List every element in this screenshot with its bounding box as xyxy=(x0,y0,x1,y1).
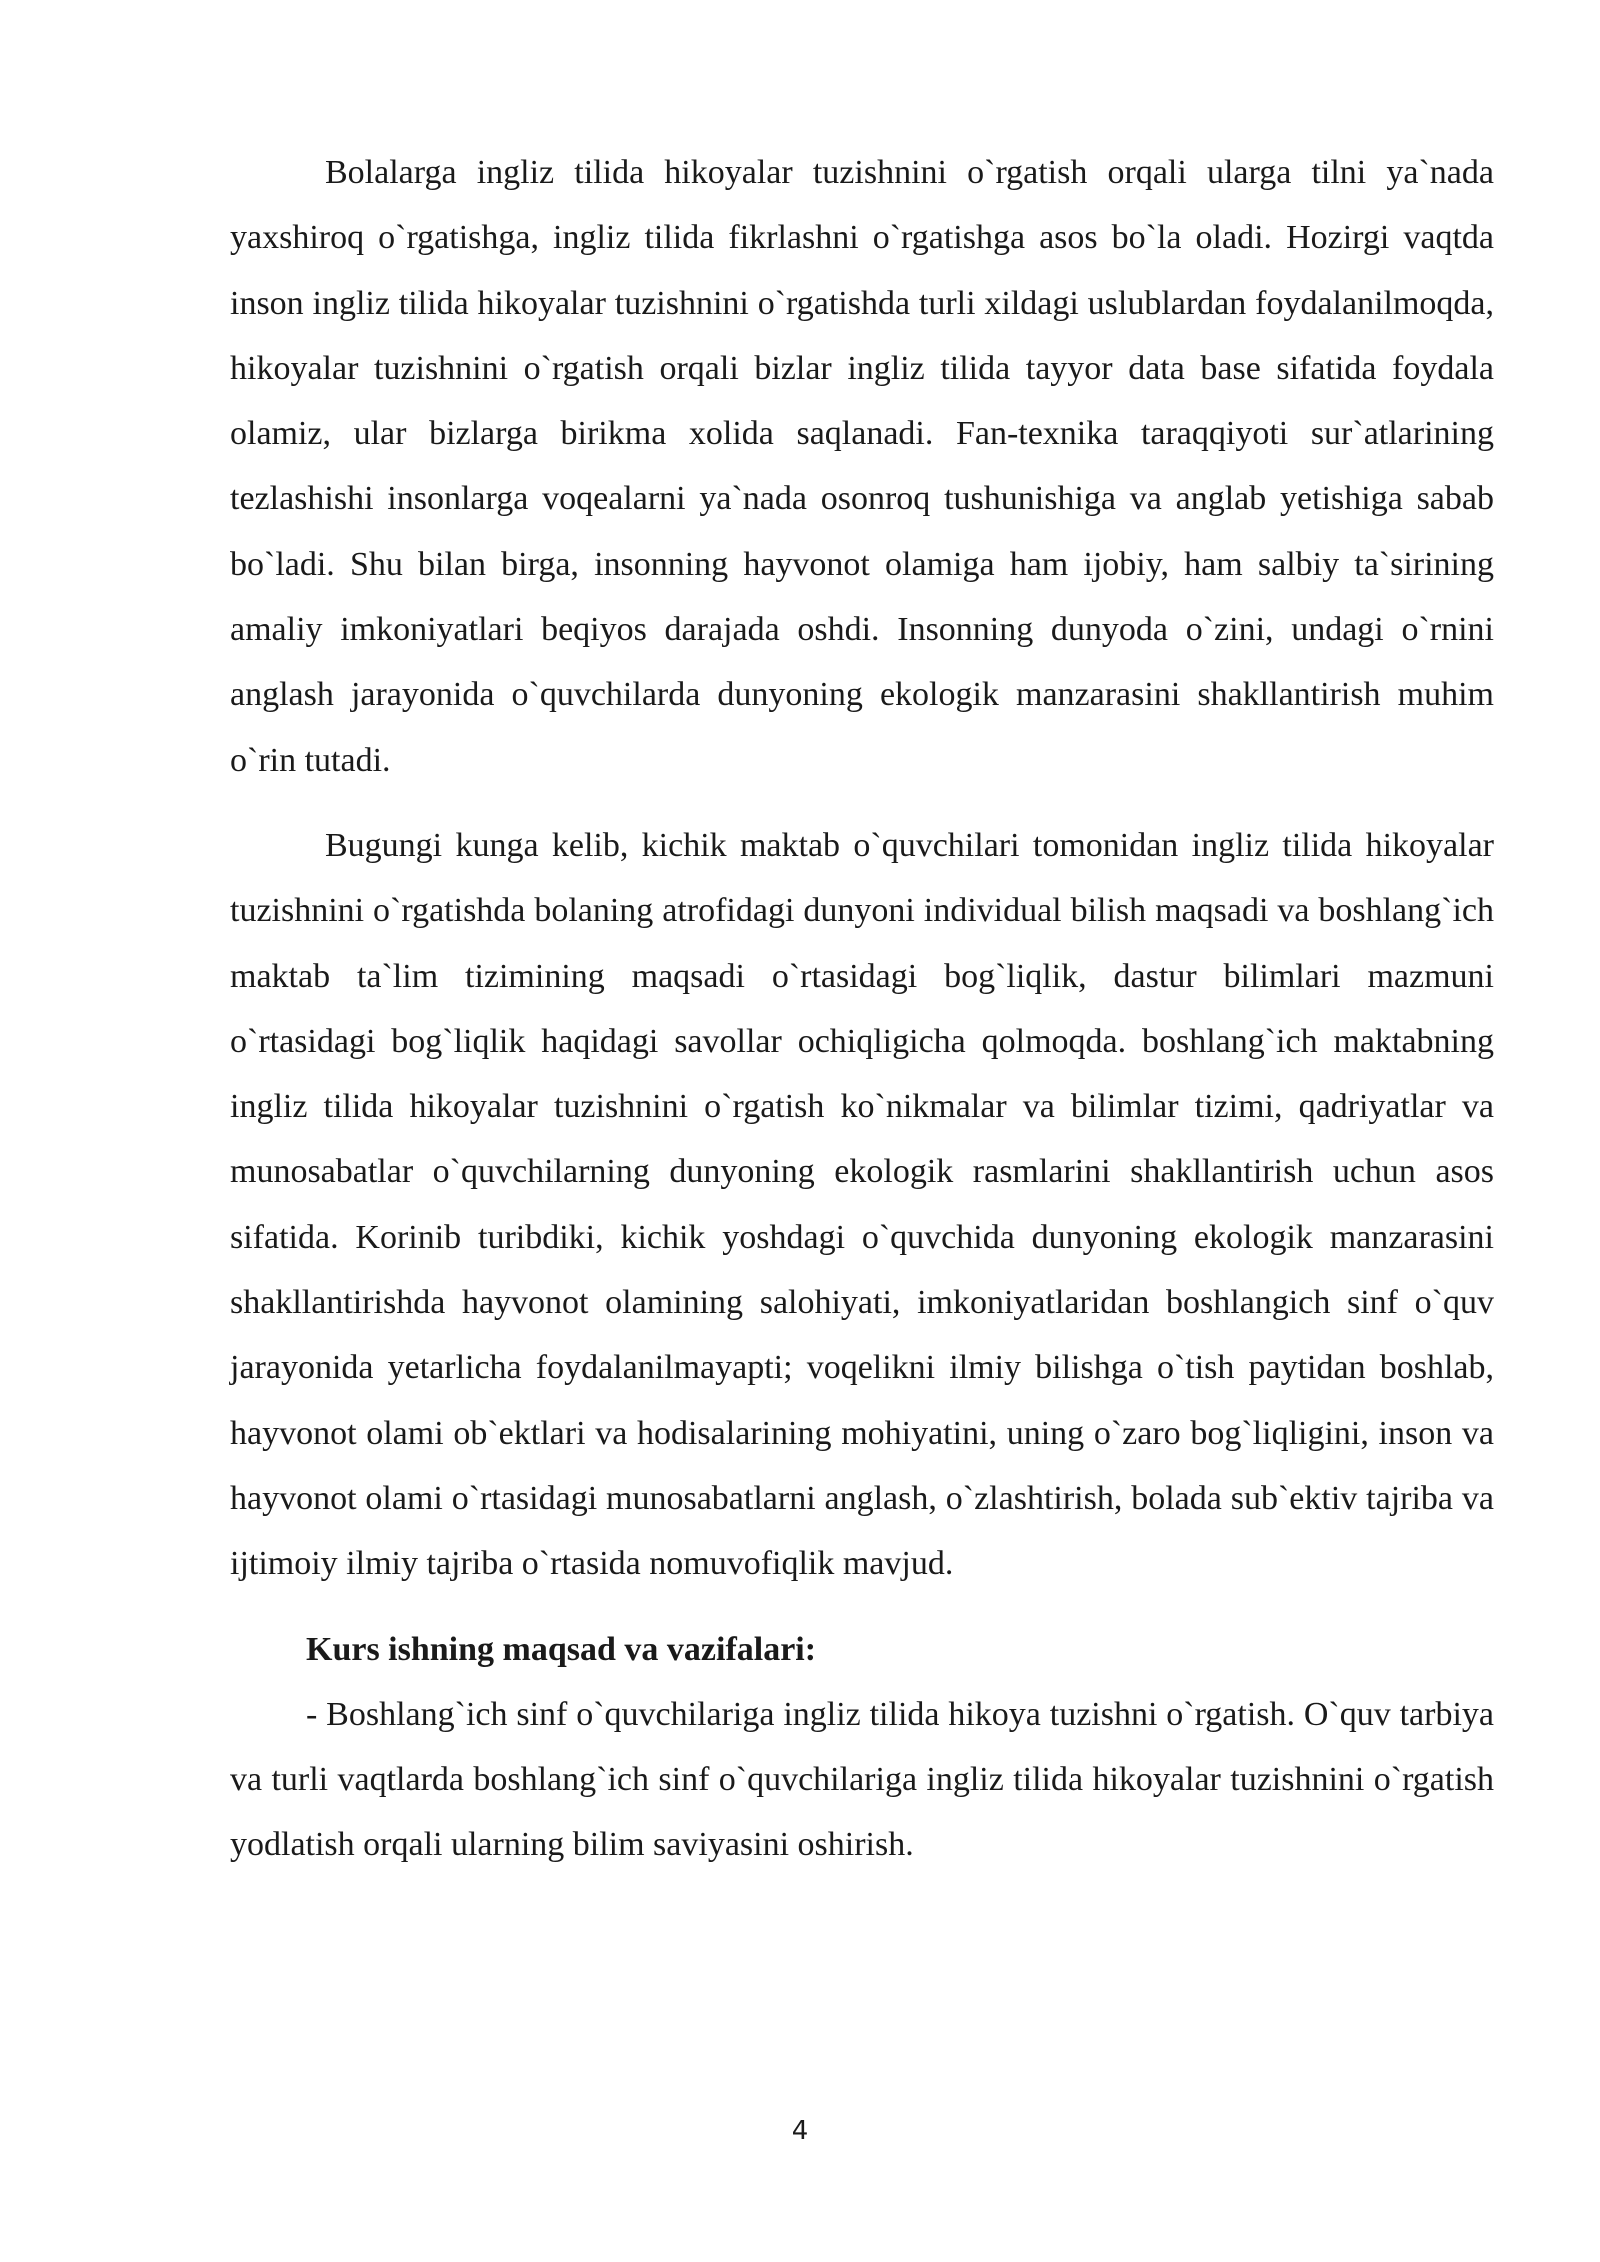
page-number: 4 xyxy=(791,2116,809,2146)
page-body xyxy=(230,140,1494,1878)
body-paragraph-1: Bolalarga ingliz tilida hikoyalar tuzishnini o`rgatish orqali ularga tilni ya`nada yaxshiroq o`rgatishga, ingliz tilida fikrlashni o`rgatishga asos bo`la oladi. Hozirgi vaqtda inson ingliz tilida hikoyalar tuzishnini o`rgatishda turli xildagi uslublardan foydalanilmoqda, hikoyalar tuzishnini o`rgatish orqali bizlar ingliz tilida tayyor data base sifatida foydala olamiz, ular bizlarga birikma xolida saqlanadi. Fan-texnika taraqqiyoti sur`atlarining tezlashishi insonlarga voqealarni ya`nada osonroq tushunishiga va anglab yetishiga sabab bo`ladi. Shu bilan birga, insonning hayvonot olamiga ham ijobiy, ham salbiy ta`sirining amaliy imkoniyatlari beqiyos darajada oshdi. Insonning dunyoda o`zini, undagi o`rnini anglash jarayonida o`quvchilarda dunyoning ekologik manzarasini shakllantirish muhim o`rin tutadi. xyxy=(230,154,1494,779)
section-heading: Kurs ishning maqsad va vazifalari: xyxy=(306,1630,817,1668)
body-paragraph-2: Bugungi kunga kelib, kichik maktab o`quvchilari tomonidan ingliz tilida hikoyalar tuzishnini o`rgatishda bolaning atrofidagi dunyoni individual bilish maqsadi va boshlang`ich maktab ta`lim tizimining maqsadi o`rtasidagi bog`liqlik, dastur bilimlari mazmuni o`rtasidagi bog`liqlik haqidagi savollar ochiqligicha qolmoqda. boshlang`ich maktabning ingliz tilida hikoyalar tuzishnini o`rgatish ko`nikmalar va bilimlar tizimi, qadriyatlar va munosabatlar o`quvchilarning dunyoning ekologik rasmlarini shakllantirish uchun asos sifatida. Korinib turibdiki, kichik yoshdagi o`quvchida dunyoning ekologik manzarasini shakllantirishda hayvonot olamining salohiyati, imkoniyatlaridan boshlangich sinf o`quv jarayonida yetarlicha foydalanilmayapti; voqelikni ilmiy bilishga o`tish paytidan boshlab, hayvonot olami ob`ektlari va hodisalarining mohiyatini, uning o`zaro bog`liqligini, inson va hayvonot olami o`rtasidagi munosabatlarni anglash, o`zlashtirish, bolada sub`ektiv tajriba va ijtimoiy ilmiy tajriba o`rtasida nomuvofiqlik mavjud. xyxy=(230,826,1494,1583)
task-list-item: - Boshlang`ich sinf o`quvchilariga ingliz tilida hikoya tuzishni o`rgatish. O`quv tarbiya va turli vaqtlarda boshlang`ich sinf o`quvchilariga ingliz tilida hikoyalar tuzishnini o`rgatish yodlatish orqali ularning bilim saviyasini oshirish. xyxy=(230,1695,1494,1864)
